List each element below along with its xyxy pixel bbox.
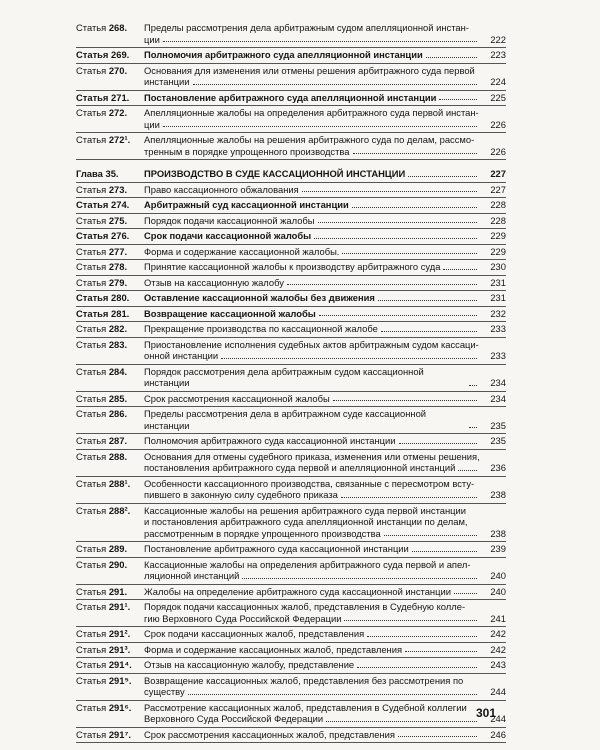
toc-page-number: 232 <box>490 307 506 319</box>
title-line: Отзыв на кассационную жалобу, представление <box>144 659 355 670</box>
toc-page-number: 238 <box>490 489 506 500</box>
toc-entry-title <box>144 323 506 335</box>
entry-kind: Статья <box>76 230 109 241</box>
toc-entry-label <box>76 292 144 304</box>
toc-entry <box>76 307 506 323</box>
entry-number: 291⁶. <box>108 701 132 713</box>
title-line: Постановление арбитражного суда апелляционной инстанции <box>144 91 437 103</box>
title-line: Пределы рассмотрения дела в арбитражном суде кассационной инстанции <box>144 408 429 431</box>
toc-entry-label <box>76 277 144 289</box>
dot-leader <box>357 667 477 668</box>
entry-kind: Статья <box>76 585 107 597</box>
dot-leader <box>163 126 477 127</box>
entry-kind: Статья <box>76 64 107 76</box>
entry-number: 276. <box>111 230 130 241</box>
dot-leader <box>287 284 477 285</box>
toc-entry-label <box>76 601 144 624</box>
toc-entry <box>76 183 506 199</box>
toc-entry-title <box>144 65 506 88</box>
title-line: Форма и содержание кассационной жалобы. <box>144 245 340 257</box>
dot-leader <box>302 191 477 192</box>
entry-kind: Статья <box>76 276 107 288</box>
toc-entry <box>76 392 506 408</box>
toc-entry <box>76 214 506 230</box>
dot-leader <box>458 470 477 471</box>
title-line: рассмотренным в порядке упрощенного производства <box>144 527 381 539</box>
entry-kind: Статья <box>76 199 109 210</box>
toc-entry-label <box>76 543 144 555</box>
toc-page-number: 226 <box>490 145 506 157</box>
toc-entry-title <box>144 586 506 598</box>
title-line: Возвращение кассационной жалобы <box>144 307 316 319</box>
entry-number: 281. <box>111 307 130 319</box>
title-line: Основания для изменения или отмены решения арбитражного суда первой <box>144 64 475 76</box>
toc-entry-title <box>144 246 506 258</box>
toc-page-number: 223 <box>490 49 506 60</box>
entry-number: 287. <box>108 435 128 446</box>
toc-entry <box>76 600 506 627</box>
toc-entry-label <box>76 702 144 725</box>
dot-leader <box>242 578 477 579</box>
dot-leader <box>399 443 477 444</box>
toc-entry <box>76 276 506 292</box>
toc-entry <box>76 542 506 558</box>
entry-number: 268. <box>108 22 128 33</box>
entry-number: 272¹. <box>108 134 131 145</box>
title-line: Жалобы на определение арбитражного суда кассационной инстанции <box>144 585 451 597</box>
dot-leader <box>353 153 478 154</box>
toc-page-number: 224 <box>490 76 506 87</box>
toc-entry-label <box>76 22 144 45</box>
entry-kind: Статья <box>76 107 107 118</box>
title-line: Порядок подачи кассационной жалобы <box>144 214 315 226</box>
entry-number: 272. <box>108 107 128 118</box>
title-line: Арбитражный суд кассационной инстанции <box>144 199 349 210</box>
title-line: Оставление кассационной жалобы без движения <box>144 292 375 303</box>
toc-page-number: 225 <box>490 91 506 103</box>
toc-entry-title <box>144 366 506 389</box>
entry-number: 35. <box>105 168 119 179</box>
toc-entry-label <box>76 199 144 211</box>
toc-entry-label <box>76 184 144 196</box>
entry-number: 274. <box>111 199 130 210</box>
toc-entry <box>76 477 506 504</box>
toc-entry <box>76 48 506 64</box>
toc-entry-label <box>76 366 144 389</box>
dot-leader <box>319 315 477 316</box>
toc-page-number: 231 <box>490 276 506 288</box>
toc-entry <box>76 585 506 601</box>
toc-entry-title <box>144 339 506 362</box>
toc-entry-title <box>144 435 506 447</box>
entry-number: 290. <box>108 558 128 570</box>
title-line: Срок рассмотрения кассационных жалоб, представления <box>144 728 395 740</box>
toc-entry-label <box>76 246 144 258</box>
title-line: существу <box>144 686 185 697</box>
toc-entry-title <box>144 308 506 320</box>
toc-entry <box>76 504 506 543</box>
toc-entry-title <box>144 292 506 304</box>
dot-leader <box>469 385 477 386</box>
entry-kind: Статья <box>76 674 107 686</box>
entry-kind: Статья <box>76 323 107 334</box>
toc-entry-label <box>76 478 144 501</box>
toc-entry-title <box>144 393 506 405</box>
title-line: гию Верховного Суда Российской Федерации <box>144 612 342 624</box>
toc-entry <box>76 245 506 261</box>
entry-kind: Статья <box>76 504 107 516</box>
toc-entry-title <box>144 702 506 725</box>
toc-entry-title <box>144 230 506 242</box>
toc-entry-title <box>144 478 506 501</box>
entry-number: 291¹. <box>108 601 131 612</box>
toc-page-number: 230 <box>490 261 506 272</box>
title-line: Прекращение производства по кассационной жалобе <box>144 323 378 334</box>
title-line: тренным в порядке упрощенного производства <box>144 145 350 157</box>
title-line: ПРОИЗВОДСТВО В СУДЕ КАССАЦИОННОЙ ИНСТАНЦИИ <box>144 168 406 179</box>
toc-entry-label <box>76 505 144 540</box>
dot-leader <box>454 593 477 594</box>
toc-page-number: 246 <box>490 728 506 740</box>
entry-number: 291². <box>108 628 131 639</box>
toc-entry-label <box>76 65 144 88</box>
dot-leader <box>163 41 477 42</box>
toc-page-number: 227 <box>490 168 506 179</box>
title-line: ции <box>144 118 160 130</box>
title-line: Возвращение кассационных жалоб, представления без рассмотрения по <box>144 674 464 686</box>
toc-page-number: 242 <box>490 628 506 639</box>
entry-number: 275. <box>108 214 128 226</box>
dot-leader <box>188 694 477 695</box>
toc-entry <box>76 658 506 674</box>
title-line: Форма и содержание кассационных жалоб, представления <box>144 643 403 655</box>
table-of-contents <box>76 21 506 743</box>
title-line: Полномочия арбитражного суда апелляционной инстанции <box>144 49 423 60</box>
toc-entry <box>76 338 506 365</box>
dot-leader <box>412 551 477 552</box>
toc-page-number: 239 <box>490 543 506 554</box>
entry-kind: Статья <box>76 628 107 639</box>
toc-entry-label <box>76 408 144 431</box>
title-line: Апелляционные жалобы на определения арбитражного суда первой инстан- <box>144 107 479 118</box>
title-line: Особенности кассационного производства, связанные с пересмотром всту- <box>144 477 475 489</box>
toc-page-number: 234 <box>490 392 506 404</box>
entry-kind: Статья <box>76 392 107 404</box>
toc-entry-label <box>76 230 144 242</box>
dot-leader <box>381 331 477 332</box>
entry-kind: Статья <box>76 601 107 612</box>
dot-leader <box>352 207 477 208</box>
dot-leader <box>193 84 477 85</box>
toc-entry <box>76 198 506 214</box>
entry-number: 291³. <box>108 643 131 655</box>
dot-leader <box>314 238 477 239</box>
toc-entry <box>76 64 506 91</box>
toc-entry-title <box>144 559 506 582</box>
entry-kind: Статья <box>76 134 107 145</box>
dot-leader <box>367 636 477 637</box>
entry-kind: Статья <box>76 701 107 713</box>
entry-kind: Статья <box>76 543 107 554</box>
entry-kind: Статья <box>76 183 107 195</box>
entry-number: 288¹. <box>108 477 131 489</box>
dot-leader <box>408 176 477 177</box>
toc-page-number: 235 <box>490 435 506 446</box>
title-line: Кассационные жалобы на определения арбитражного суда первой и апел- <box>144 558 471 570</box>
toc-entry <box>76 407 506 434</box>
toc-entry-label <box>76 168 144 180</box>
toc-page-number: 233 <box>490 323 506 334</box>
entry-kind: Статья <box>76 435 107 446</box>
toc-page-number: 242 <box>490 643 506 655</box>
entry-kind: Статья <box>76 261 107 272</box>
entry-number: 291. <box>108 585 128 597</box>
title-line: Постановление арбитражного суда кассационной инстанции <box>144 543 409 554</box>
dot-leader <box>344 620 477 621</box>
toc-entry-label <box>76 435 144 447</box>
entry-kind: Статья <box>76 91 109 103</box>
toc-page-number: 234 <box>490 377 506 388</box>
entry-number: 273. <box>108 183 128 195</box>
entry-number: 269. <box>111 49 130 60</box>
toc-page-number: 243 <box>490 659 506 670</box>
dot-leader <box>333 400 477 401</box>
title-line: и постановления арбитражного суда апелляционной инстанции по делам, <box>144 516 468 527</box>
title-line: онной инстанции <box>144 350 219 361</box>
entry-kind: Статья <box>76 338 107 350</box>
entry-kind: Статья <box>76 307 109 319</box>
entry-number: 291⁵. <box>108 674 132 686</box>
toc-page-number: 222 <box>490 33 506 45</box>
toc-entry-title <box>144 505 506 540</box>
toc-entry-label <box>76 729 144 741</box>
entry-kind: Статья <box>76 728 107 740</box>
entry-number: 278. <box>108 261 128 272</box>
toc-entry-label <box>76 92 144 104</box>
toc-entry-title <box>144 408 506 431</box>
toc-entry-title <box>144 543 506 555</box>
toc-entry-title <box>144 134 506 157</box>
toc-page-number: 240 <box>490 570 506 581</box>
toc-page-number: 240 <box>490 585 506 597</box>
entry-kind: Статья <box>76 214 107 226</box>
toc-entry-label <box>76 451 144 474</box>
toc-entry-label <box>76 308 144 320</box>
toc-entry-title <box>144 199 506 211</box>
dot-leader <box>426 57 477 58</box>
toc-entry-label <box>76 323 144 335</box>
toc-entry-title <box>144 184 506 196</box>
toc-entry-label <box>76 644 144 656</box>
entry-number: 288. <box>108 450 128 462</box>
title-line: Срок подачи кассационных жалоб, представления <box>144 628 365 639</box>
toc-chapter <box>76 167 506 183</box>
toc-page-number: 233 <box>490 350 506 361</box>
toc-entry <box>76 229 506 245</box>
title-line: Срок подачи кассационной жалобы <box>144 230 312 241</box>
toc-entry <box>76 728 506 744</box>
toc-entry <box>76 450 506 477</box>
entry-kind: Статья <box>76 477 107 489</box>
title-line: пившего в законную силу судебного приказа <box>144 489 338 500</box>
toc-entry-title <box>144 675 506 698</box>
dot-leader <box>342 253 477 254</box>
entry-kind: Глава <box>76 168 103 179</box>
title-line: Апелляционные жалобы на решения арбитражного суда по делам, рассмо- <box>144 134 475 145</box>
toc-entry-label <box>76 134 144 157</box>
toc-entry <box>76 434 506 450</box>
toc-entry-title <box>144 215 506 227</box>
toc-entry <box>76 133 506 160</box>
toc-page-number: 227 <box>490 183 506 195</box>
dot-leader <box>405 651 477 652</box>
title-line: Верховного Суда Российской Федерации <box>144 713 324 724</box>
title-line: ции <box>144 33 160 45</box>
toc-page-number: 236 <box>490 462 506 473</box>
toc-page-number: 229 <box>490 230 506 241</box>
entry-kind: Статья <box>76 22 107 33</box>
toc-entry-label <box>76 339 144 362</box>
dot-leader <box>326 721 477 722</box>
entry-number: 283. <box>108 338 128 350</box>
entry-number: 284. <box>108 365 128 377</box>
toc-page-number: 244 <box>490 686 506 697</box>
toc-entry <box>76 91 506 107</box>
title-line: Отзыв на кассационную жалобу <box>144 276 284 288</box>
title-line: Срок рассмотрения кассационной жалобы <box>144 392 330 404</box>
toc-entry-title <box>144 277 506 289</box>
toc-entry-label <box>76 559 144 582</box>
toc-entry <box>76 701 506 728</box>
toc-entry-label <box>76 107 144 130</box>
dot-leader <box>384 535 477 536</box>
entry-number: 279. <box>108 276 128 288</box>
toc-page-number: 231 <box>490 292 506 303</box>
title-line: ляционной инстанций <box>144 570 240 581</box>
toc-entry-title <box>144 451 506 474</box>
toc-entry <box>76 322 506 338</box>
toc-entry-title <box>144 601 506 624</box>
dot-leader <box>439 99 477 100</box>
toc-entry-label <box>76 215 144 227</box>
page-number: 301 <box>476 706 497 720</box>
entry-kind: Статья <box>76 558 107 570</box>
title-line: Пределы рассмотрения дела арбитражным судом апелляционной инстан- <box>144 22 469 33</box>
entry-number: 280. <box>111 292 130 303</box>
entry-number: 291⁴. <box>108 659 132 670</box>
title-line: Полномочия арбитражного суда кассационной инстанции <box>144 435 396 446</box>
toc-entry <box>76 627 506 643</box>
toc-entry-title <box>144 659 506 671</box>
entry-number: 288². <box>108 504 131 516</box>
title-line: Основания для отмены судебного приказа, изменения или отмены решения, <box>144 450 480 462</box>
dot-leader <box>443 269 477 270</box>
toc-page-number: 226 <box>490 118 506 130</box>
toc-entry-title <box>144 49 506 61</box>
toc-entry-title <box>144 107 506 130</box>
dot-leader <box>221 358 477 359</box>
toc-entry-title <box>144 644 506 656</box>
entry-number: 291⁷. <box>108 728 131 740</box>
entry-kind: Статья <box>76 365 107 377</box>
title-line: Право кассационного обжалования <box>144 183 299 195</box>
dot-leader <box>341 497 477 498</box>
toc-entry-title <box>144 628 506 640</box>
title-line: Принятие кассационной жалобы к производству арбитражного суда <box>144 261 441 272</box>
toc-page-number: 228 <box>490 214 506 226</box>
toc-page-number: 228 <box>490 199 506 210</box>
dot-leader <box>469 427 477 428</box>
toc-entry <box>76 558 506 585</box>
toc-page-number: 244 <box>490 713 506 724</box>
toc-entry <box>76 365 506 392</box>
entry-number: 270. <box>108 64 128 76</box>
dot-leader <box>378 300 477 301</box>
entry-kind: Статья <box>76 49 109 60</box>
toc-entry <box>76 260 506 276</box>
toc-entry-label <box>76 675 144 698</box>
toc-page-number: 229 <box>490 245 506 257</box>
entry-number: 277. <box>108 245 128 257</box>
toc-entry-title <box>144 22 506 45</box>
entry-number: 289. <box>108 543 128 554</box>
toc-entry-label <box>76 393 144 405</box>
toc-entry-label <box>76 49 144 61</box>
toc-entry <box>76 106 506 133</box>
toc-entry-label <box>76 586 144 598</box>
toc-page-number: 241 <box>490 612 506 624</box>
entry-kind: Статья <box>76 643 107 655</box>
entry-kind: Статья <box>76 408 107 419</box>
entry-number: 285. <box>108 392 128 404</box>
toc-entry <box>76 291 506 307</box>
entry-kind: Статья <box>76 292 109 303</box>
toc-entry-label <box>76 261 144 273</box>
toc-entry <box>76 21 506 48</box>
title-line: Приостановление исполнения судебных актов арбитражным судом кассаци- <box>144 338 479 350</box>
entry-number: 286. <box>108 408 128 419</box>
title-line: инстанции <box>144 76 190 87</box>
dot-leader <box>398 736 477 737</box>
title-line: постановления арбитражного суда первой и апелляционной инстанций <box>144 462 456 473</box>
title-line: Рассмотрение кассационных жалоб, представления в Судебной коллегии <box>144 701 467 713</box>
toc-page-number: 238 <box>490 527 506 539</box>
toc-entry-title <box>144 168 506 180</box>
title-line: Кассационные жалобы на решения арбитражного суда первой инстанции <box>144 504 466 516</box>
entry-kind: Статья <box>76 245 107 257</box>
toc-entry-title <box>144 261 506 273</box>
toc-entry <box>76 674 506 701</box>
entry-kind: Статья <box>76 450 107 462</box>
toc-entry-title <box>144 729 506 741</box>
title-line: Порядок подачи кассационных жалоб, представления в Судебную колле- <box>144 601 466 612</box>
entry-kind: Статья <box>76 659 107 670</box>
toc-entry <box>76 643 506 659</box>
entry-number: 282. <box>108 323 128 334</box>
title-line: Порядок рассмотрения дела арбитражным судом кассационной инстанции <box>144 365 427 388</box>
toc-page-number: 235 <box>490 419 506 431</box>
toc-entry-label <box>76 659 144 671</box>
dot-leader <box>318 222 477 223</box>
toc-entry-label <box>76 628 144 640</box>
entry-number: 271. <box>111 91 130 103</box>
toc-entry-title <box>144 92 506 104</box>
